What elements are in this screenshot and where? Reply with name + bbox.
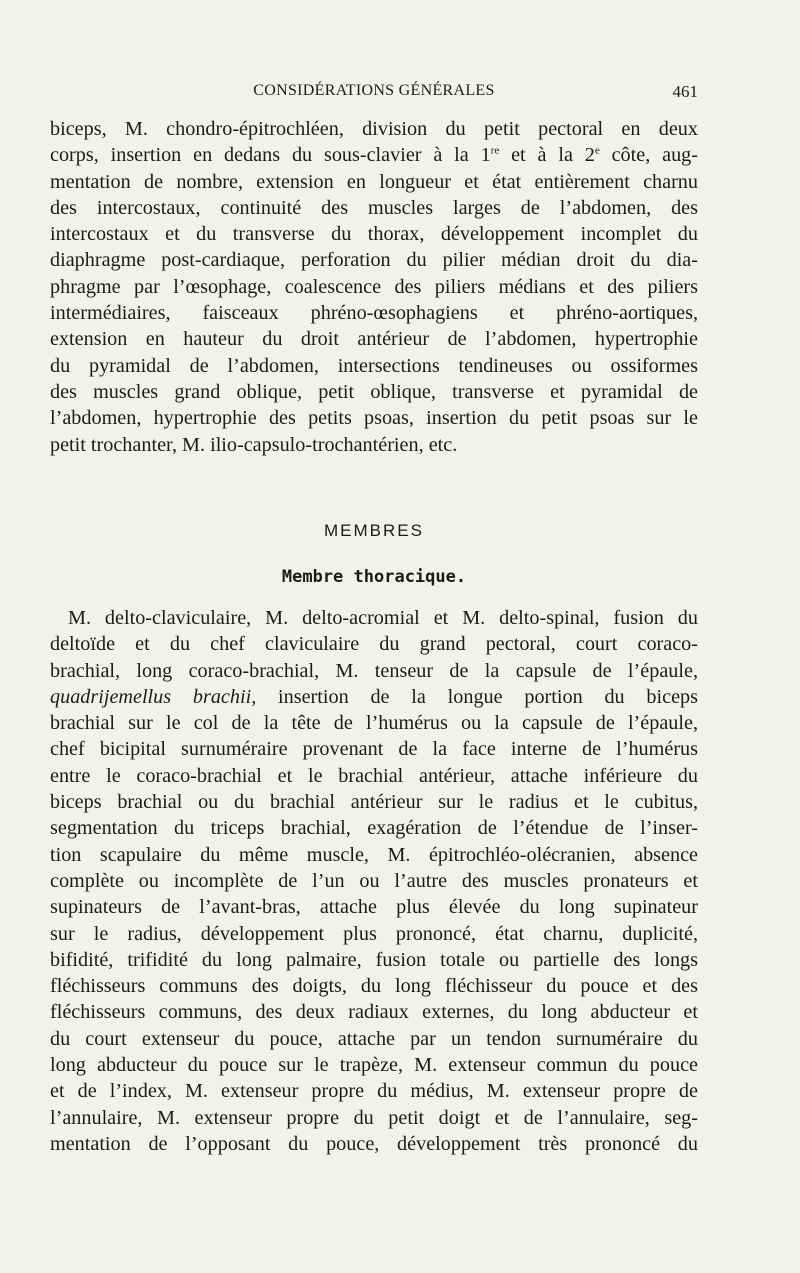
text-line: mentation de l’opposant du pouce, développement très prononcé du [50, 1132, 698, 1155]
text-line: petit trochanter, M. ilio-capsulo-trochantérien, etc. [50, 433, 458, 456]
text-line: phragme par l’œsophage, coalescence des piliers médians et des piliers [50, 275, 698, 298]
text-line: intercostaux et du transverse du thorax, développement incomplet du [50, 223, 698, 246]
text-line: bifidité, trifidité du long palmaire, fusion totale ou partielle des longs [50, 948, 698, 971]
text-line: du pyramidal de l’abdomen, intersections tendineuses ou ossiformes [50, 354, 698, 377]
text-line: tion scapulaire du même muscle, M. épitrochléo-olécranien, absence [50, 843, 698, 866]
text-line: chef bicipital surnuméraire provenant de la face interne de l’humérus [50, 738, 698, 761]
text-line: des intercostaux, continuité des muscles larges de l’abdomen, des [50, 196, 698, 219]
text-line: des muscles grand oblique, petit oblique, transverse et pyramidal de [50, 380, 698, 403]
text-line: long abducteur du pouce sur le trapèze, M. extenseur commun du pouce [50, 1054, 698, 1077]
ordinal-superscript: re [490, 144, 500, 157]
text-line: biceps, M. chondro-épitrochléen, division du petit pectoral en deux [50, 118, 698, 140]
text-line: supinateurs de l’avant-bras, attache plus élevée du long supinateur [50, 896, 698, 919]
section-heading: MEMBRES [324, 521, 424, 540]
text-line: extension en hauteur du droit antérieur de l’abdomen, hypertrophie [50, 328, 698, 351]
text-line: l’abdomen, hypertrophie des petits psoas, insertion du petit psoas sur le [50, 407, 698, 430]
text-line: brachial, long coraco-brachial, M. tenseur de la capsule de l’épaule, [50, 659, 698, 682]
text-line: fléchisseurs communs des doigts, du long fléchisseur du pouce et des [50, 975, 698, 998]
text-line: du court extenseur du pouce, attache par un tendon surnuméraire du [50, 1027, 698, 1050]
text-line: quadrijemellus brachii, insertion de la longue portion du biceps [50, 685, 698, 708]
text-line: intermédiaires, faisceaux phréno-œsophagiens et phréno-aortiques, [50, 302, 698, 325]
text-line: biceps brachial ou du brachial antérieur sur le radius et le cubitus, [50, 791, 698, 814]
text-line: mentation de nombre, extension en longueur et état entièrement charnu [50, 170, 698, 193]
text-line: entre le coraco-brachial et le brachial antérieur, attache inférieure du [50, 764, 698, 787]
paragraph-trunk [50, 116, 698, 458]
text-line: corps, insertion en dedans du sous-clavier à la 1re et à la 2e côte, aug- [50, 144, 698, 167]
paragraph-thoracic-limb [50, 605, 698, 1157]
page-number: 461 [672, 82, 698, 101]
running-title: CONSIDÉRATIONS GÉNÉRALES [253, 82, 495, 99]
text-line: sur le radius, développement plus prononcé, état charnu, duplicité, [50, 922, 698, 945]
ordinal-superscript: e [594, 144, 600, 157]
italic-latin-term: quadrijemellus brachii, [50, 685, 257, 708]
text-line: M. delto-claviculaire, M. delto-acromial et M. delto-spinal, fusion du [68, 607, 698, 629]
text-line: brachial sur le col de la tête de l’humérus ou la capsule de l’épaule, [50, 712, 698, 735]
text-line: et de l’index, M. extenseur propre du médius, M. extenseur propre de [50, 1080, 698, 1103]
text-line: fléchisseurs communs, des deux radiaux externes, du long abducteur et [50, 1001, 698, 1024]
running-head [50, 82, 698, 106]
text-line: l’annulaire, M. extenseur propre du petit doigt et de l’annulaire, seg- [50, 1106, 698, 1129]
text-line: segmentation du triceps brachial, exagération de l’étendue de l’inser- [50, 817, 698, 840]
text-line: diaphragme post-cardiaque, perforation du pilier médian droit du dia- [50, 249, 698, 272]
text-line: complète ou incomplète de l’un ou l’autre des muscles pronateurs et [50, 869, 698, 892]
subsection-heading: Membre thoracique. [281, 567, 467, 587]
text-line: deltoïde et du chef claviculaire du grand pectoral, court coraco- [50, 633, 698, 656]
